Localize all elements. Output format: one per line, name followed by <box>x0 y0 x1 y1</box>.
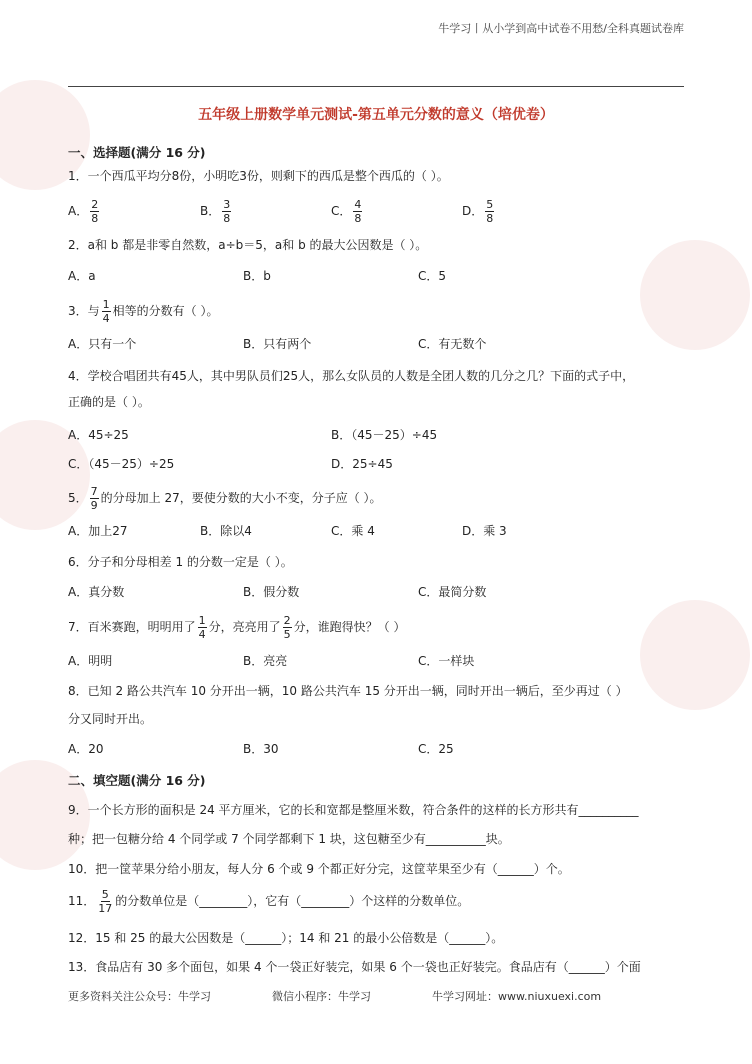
q1-option-b: B． $\frac{3}{8}$ <box>200 198 231 225</box>
q8-option-a: A．20 <box>68 742 104 756</box>
q4-option-c: C．（45－25）÷25 <box>68 457 175 471</box>
q4-option-a: A．45÷25 <box>68 428 129 442</box>
question-2: 2．a和 b 都是非零自然数，a÷b＝5，a和 b 的最大公因数是（ ）。 <box>68 238 428 252</box>
watermark-logo <box>640 240 750 350</box>
q2-option-c: C．5 <box>418 269 447 283</box>
section-heading-choice: 一、选择题(满分 16 分) <box>68 145 206 160</box>
q1-option-d: D． $\frac{5}{8}$ <box>462 198 494 225</box>
question-4-line-1: 4．学校合唱团共有45人，其中男队员们25人，那么女队员的人数是全团人数的几分之几？下面的式子中， <box>68 369 635 383</box>
q6-option-c: C．最简分数 <box>418 585 487 599</box>
question-3: 3．与 $\frac{1}{4}$ 相等的分数有（ ）。 <box>68 298 219 325</box>
page-title: 五年级上册数学单元测试-第五单元分数的意义（培优卷） <box>198 107 554 123</box>
q7-option-c: C．一样块 <box>418 654 475 668</box>
footer-wechat-account: 更多资料关注公众号：牛学习 <box>68 990 211 1003</box>
q7-option-b: B．亮亮 <box>243 654 288 668</box>
question-13: 13．食品店有 30 多个面包，如果 4 个一袋正好装完，如果 6 个一袋也正好装完。食品店有（______）个面 <box>68 960 641 974</box>
q8-option-c: C．25 <box>418 742 454 756</box>
q2-option-b: B．b <box>243 269 271 283</box>
question-6: 6．分子和分母相差 1 的分数一定是（ ）。 <box>68 555 293 569</box>
question-12: 12．15 和 25 的最大公因数是（______）；14 和 21 的最小公倍数是（______）。 <box>68 931 504 945</box>
question-1: 1．一个西瓜平均分8份，小明吃3份，则剩下的西瓜是整个西瓜的（ ）。 <box>68 169 449 183</box>
question-5: 5． $\frac{7}{9}$ 的分母加上 27，要使分数的大小不变，分子应（ ）。 <box>68 485 382 512</box>
question-10: 10．把一筐苹果分给小朋友，每人分 6 个或 9 个都正好分完，这筐苹果至少有（______）个。 <box>68 862 570 876</box>
question-9-line-2: 种；把一包糖分给 4 个同学或 7 个同学都剩下 1 块，这包糖至少有__________块。 <box>68 832 510 846</box>
question-7: 7．百米赛跑，明明用了 $\frac{1}{4}$ 分，亮亮用了 $\frac{2}{5}$ 分，谁跑得快？（ ） <box>68 614 406 641</box>
footer-website: 牛学习网址：www.niuxuexi.com <box>432 990 602 1003</box>
q5-option-c: C．乘 4 <box>331 524 375 538</box>
q3-option-c: C．有无数个 <box>418 337 487 351</box>
question-8-line-2: 分又同时开出。 <box>68 712 153 726</box>
question-9-line-1: 9．一个长方形的面积是 24 平方厘米，它的长和宽都是整厘米数，符合条件的这样的长方形共有__________ <box>68 803 639 817</box>
q1-option-c: C． $\frac{4}{8}$ <box>331 198 362 225</box>
question-8-line-1: 8．已知 2 路公共汽车 10 分开出一辆，10 路公共汽车 15 分开出一辆，同时开出一辆后，至少再过（ ） <box>68 684 628 698</box>
q4-option-b: B．（45－25）÷45 <box>331 428 438 442</box>
q2-option-a: A．a <box>68 269 96 283</box>
q8-option-b: B．30 <box>243 742 279 756</box>
q7-option-a: A．明明 <box>68 654 113 668</box>
q6-option-b: B．假分数 <box>243 585 300 599</box>
q3-option-b: B．只有两个 <box>243 337 312 351</box>
question-4-line-2: 正确的是（ ）。 <box>68 395 150 409</box>
section-heading-fill: 二、填空题(满分 16 分) <box>68 773 206 788</box>
header-text: 牛学习丨从小学到高中试卷不用愁/全科真题试卷库 <box>438 22 684 35</box>
q5-option-a: A．加上27 <box>68 524 128 538</box>
q1-option-a: A． $\frac{2}{8}$ <box>68 198 99 225</box>
q5-option-d: D．乘 3 <box>462 524 507 538</box>
q6-option-a: A．真分数 <box>68 585 125 599</box>
watermark-logo <box>640 600 750 710</box>
q3-option-a: A．只有一个 <box>68 337 137 351</box>
footer-mini-program: 微信小程序：牛学习 <box>272 990 371 1003</box>
q4-option-d: D．25÷45 <box>331 457 393 471</box>
header-divider <box>68 86 684 87</box>
q5-option-b: B．除以4 <box>200 524 252 538</box>
question-11: 11． $\frac{5}{17}$ 的分数单位是（________），它有（________）个这样的分数单位。 <box>68 888 470 915</box>
